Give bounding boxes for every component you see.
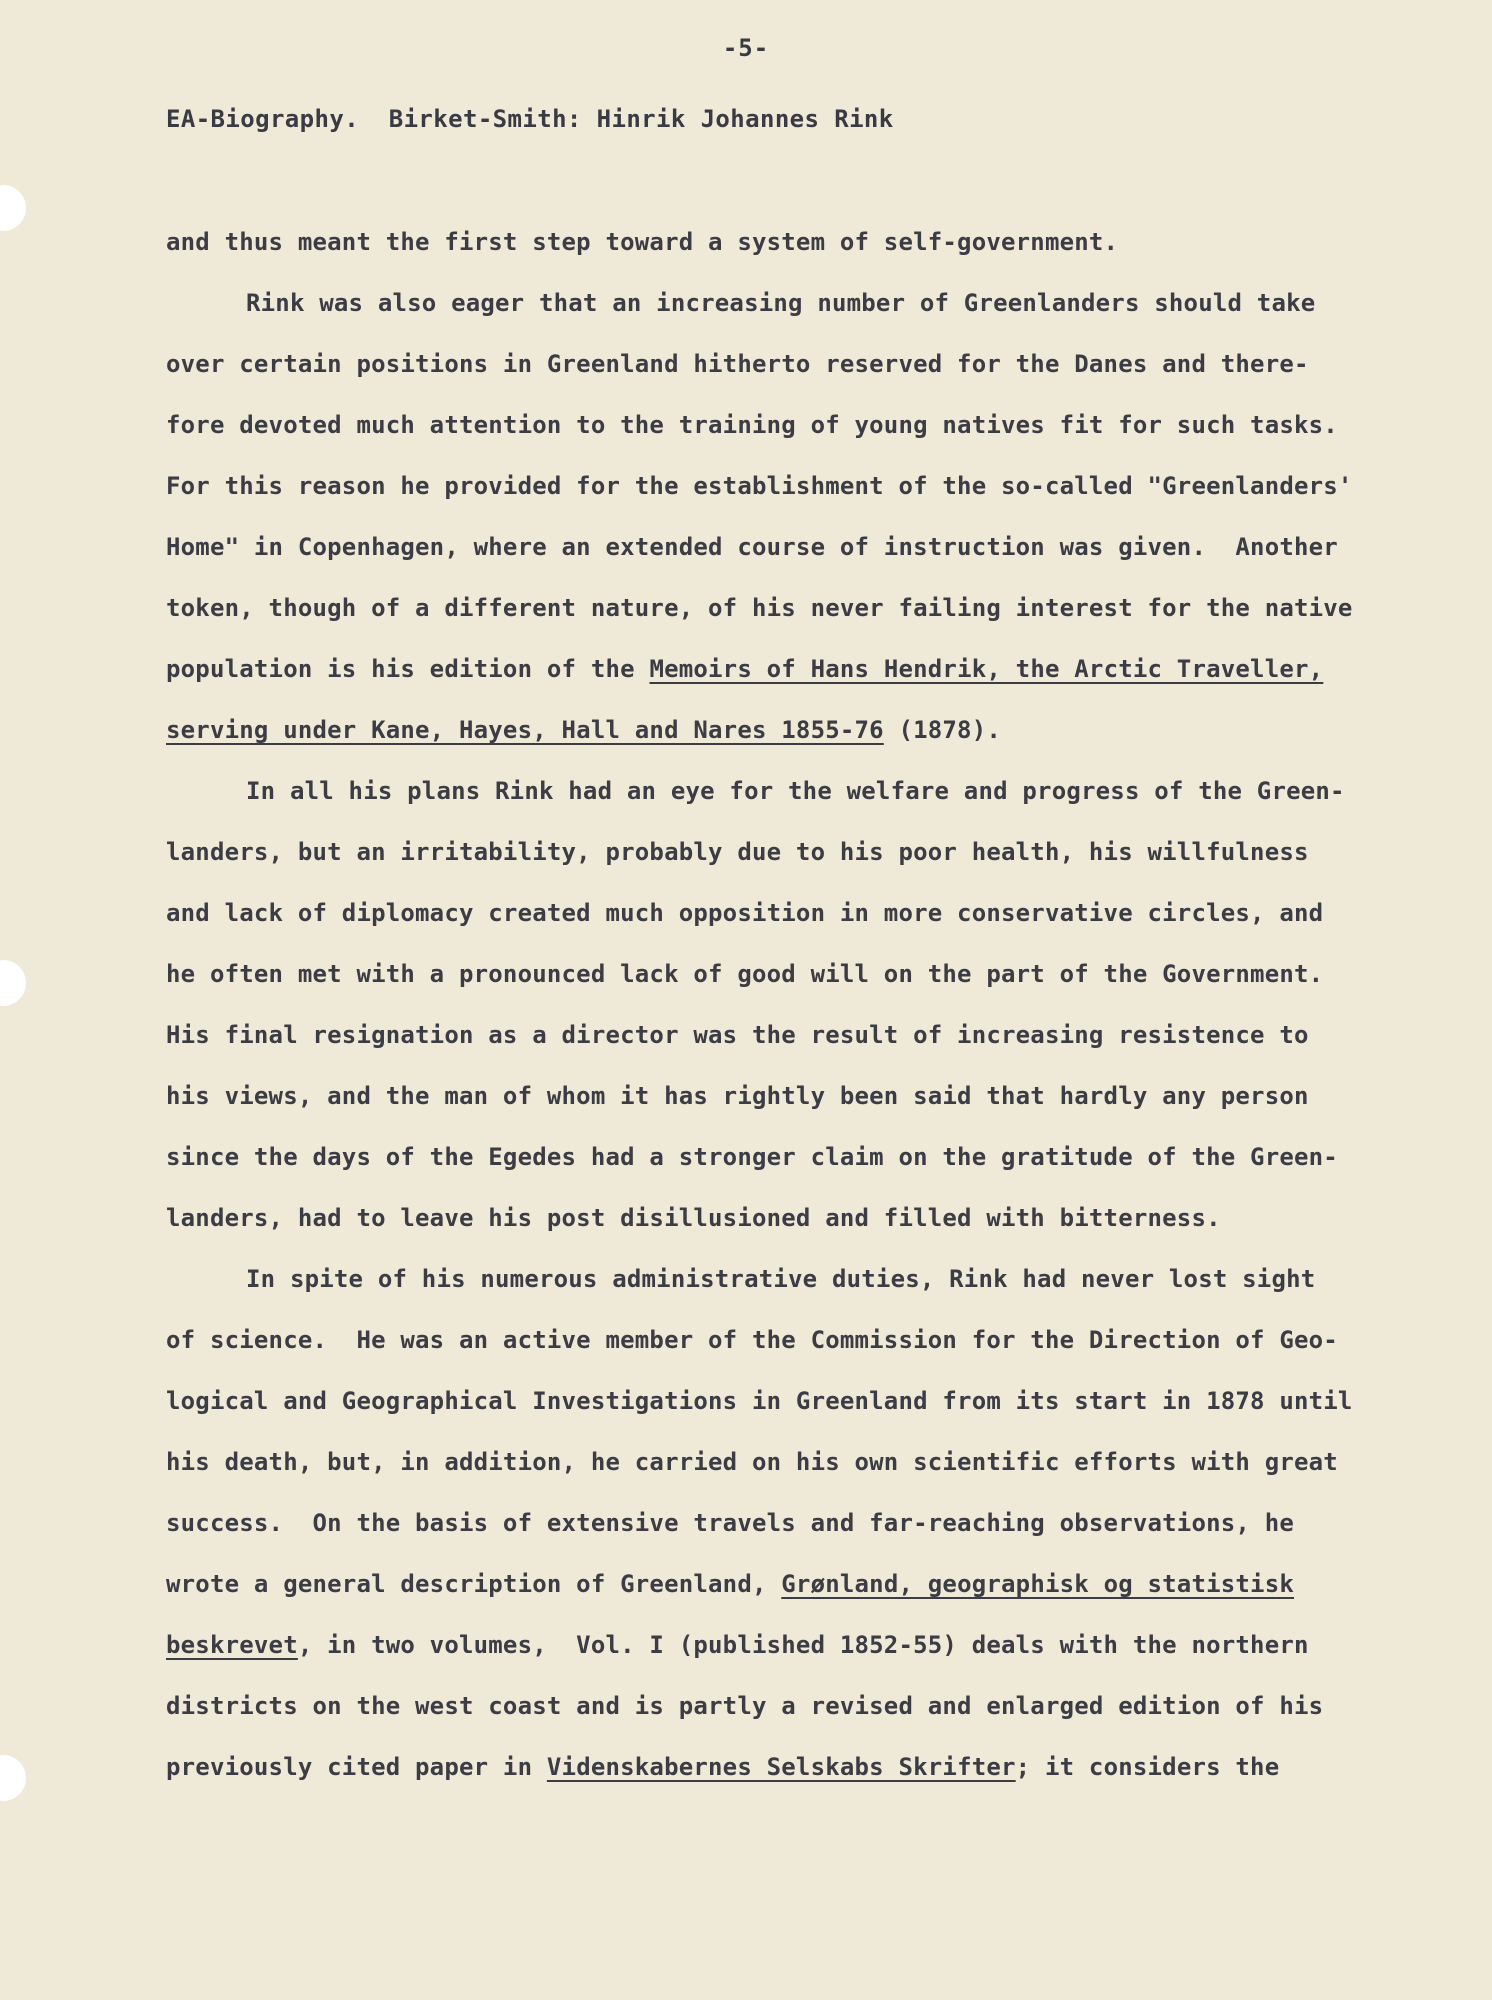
text-line: landers, had to leave his post disillusioned and filled with bitterness.	[166, 1204, 1221, 1232]
line-text: population is his edition of the	[166, 655, 650, 683]
running-header: EA-Biography. Birket-Smith: Hinrik Johannes Rink	[166, 105, 894, 133]
text-line: His final resignation as a director was the result of increasing resistence to	[166, 1021, 1309, 1049]
underlined-title: beskrevet	[166, 1631, 298, 1659]
text-line	[166, 649, 1406, 710]
text-line: fore devoted much attention to the training of young natives fit for such tasks.	[166, 411, 1338, 439]
text-line: and thus meant the first step toward a system of self-government.	[166, 228, 1119, 256]
underlined-title: serving under Kane, Hayes, Hall and Nares 1855-76	[166, 716, 884, 744]
text-line: Rink was also eager that an increasing number of Greenlanders should take	[246, 289, 1316, 317]
punch-hole	[0, 185, 26, 231]
text-line: and lack of diplomacy created much opposition in more conservative circles, and	[166, 899, 1324, 927]
punch-hole	[0, 1755, 26, 1801]
line-text: previously cited paper in	[166, 1753, 547, 1781]
text-line	[166, 1747, 1406, 1808]
text-line: success. On the basis of extensive travels and far-reaching observations, he	[166, 1509, 1294, 1537]
line-text: wrote a general description of Greenland,	[166, 1570, 782, 1598]
page-number: -5-	[722, 34, 770, 62]
body-text	[166, 222, 1406, 1808]
text-line: For this reason he provided for the establishment of the so-called "Greenlanders'	[166, 472, 1353, 500]
text-line: he often met with a pronounced lack of good will on the part of the Government.	[166, 960, 1324, 988]
text-line: landers, but an irritability, probably due to his poor health, his willfulness	[166, 838, 1309, 866]
underlined-title: Memoirs of Hans Hendrik, the Arctic Traveller,	[649, 655, 1324, 683]
text-line: since the days of the Egedes had a stronger claim on the gratitude of the Green-	[166, 1143, 1338, 1171]
punch-hole	[0, 960, 26, 1006]
text-line: In all his plans Rink had an eye for the welfare and progress of the Green-	[246, 777, 1345, 805]
underlined-title: Videnskabernes Selskabs Skrifter	[546, 1753, 1016, 1781]
line-text: (1878).	[883, 716, 1002, 744]
text-line	[166, 1625, 1406, 1686]
text-line: In spite of his numerous administrative duties, Rink had never lost sight	[246, 1265, 1316, 1293]
underlined-title: Grønland, geographisk og statistisk	[781, 1570, 1295, 1598]
text-line: districts on the west coast and is partly a revised and enlarged edition of his	[166, 1692, 1324, 1720]
line-text: , in two volumes, Vol. I (published 1852-55) deals with the northern	[297, 1631, 1309, 1659]
text-line	[166, 1564, 1406, 1625]
text-line: token, though of a different nature, of his never failing interest for the native	[166, 594, 1353, 622]
text-line: over certain positions in Greenland hitherto reserved for the Danes and there-	[166, 350, 1309, 378]
text-line: his death, but, in addition, he carried on his own scientific efforts with great	[166, 1448, 1338, 1476]
text-line: Home" in Copenhagen, where an extended course of instruction was given. Another	[166, 533, 1338, 561]
text-line: logical and Geographical Investigations in Greenland from its start in 1878 until	[166, 1387, 1353, 1415]
text-line	[166, 710, 1406, 771]
line-text: ; it considers the	[1015, 1753, 1280, 1781]
text-line: his views, and the man of whom it has rightly been said that hardly any person	[166, 1082, 1309, 1110]
text-line: of science. He was an active member of the Commission for the Direction of Geo-	[166, 1326, 1338, 1354]
